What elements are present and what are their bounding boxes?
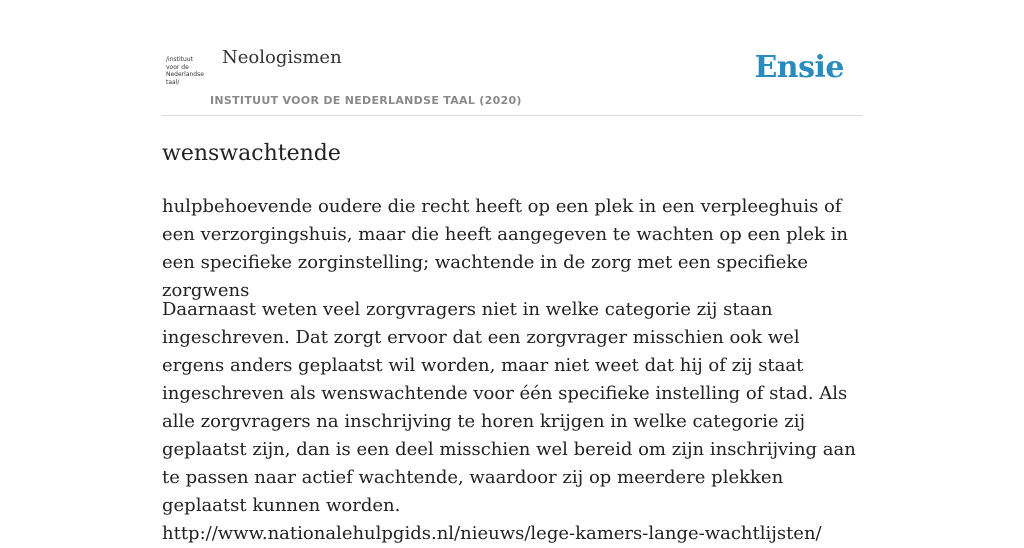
entry-definition: hulpbehoevende oudere die recht heeft op een plek in een verpleeghuis of een verzorgingshuis, maar die heeft aangegeven te wachten op een plek in een specifieke zorginstelling; wachtende in de zorg met een specifieke zorgwens xyxy=(162,196,849,301)
logo-line: Nederlandse xyxy=(166,71,204,78)
source-subtitle: INSTITUUT VOOR DE NEDERLANDSE TAAL (2020) xyxy=(210,94,522,107)
ensie-logo[interactable]: Ensie xyxy=(754,50,844,85)
entry-example xyxy=(162,296,862,548)
logo-line: taal/ xyxy=(166,78,180,86)
example-text: Daarnaast weten veel zorgvragers niet in welke categorie zij staan ingeschreven. Dat zorgt ervoor dat een zorgvrager misschien ook wel ergens anders geplaatst wil worden, maar niet weet dat hij of zij staat ingeschreven als wenswachtende voor één specifieke instelling of stad. Als alle zorgvragers na inschrijving te horen krijgen in welke categorie zij geplaatst zijn, dan is een deel misschien wel bereid om zijn inschrijving aan te passen naar actief wachtende, waardoor zij op meerdere plekken geplaatst kunnen worden. xyxy=(162,299,856,516)
logo-line: /instituut xyxy=(166,56,193,63)
inl-logo[interactable] xyxy=(166,56,210,86)
source-name[interactable]: Neologismen xyxy=(222,47,342,68)
logo-line: voor de xyxy=(166,63,189,71)
header xyxy=(162,40,862,116)
example-source-link[interactable]: http://www.nationalehulpgids.nl/nieuws/lege-kamers-lange-wachtlijsten/ xyxy=(162,523,822,544)
entry-term: wenswachtende xyxy=(162,141,341,166)
